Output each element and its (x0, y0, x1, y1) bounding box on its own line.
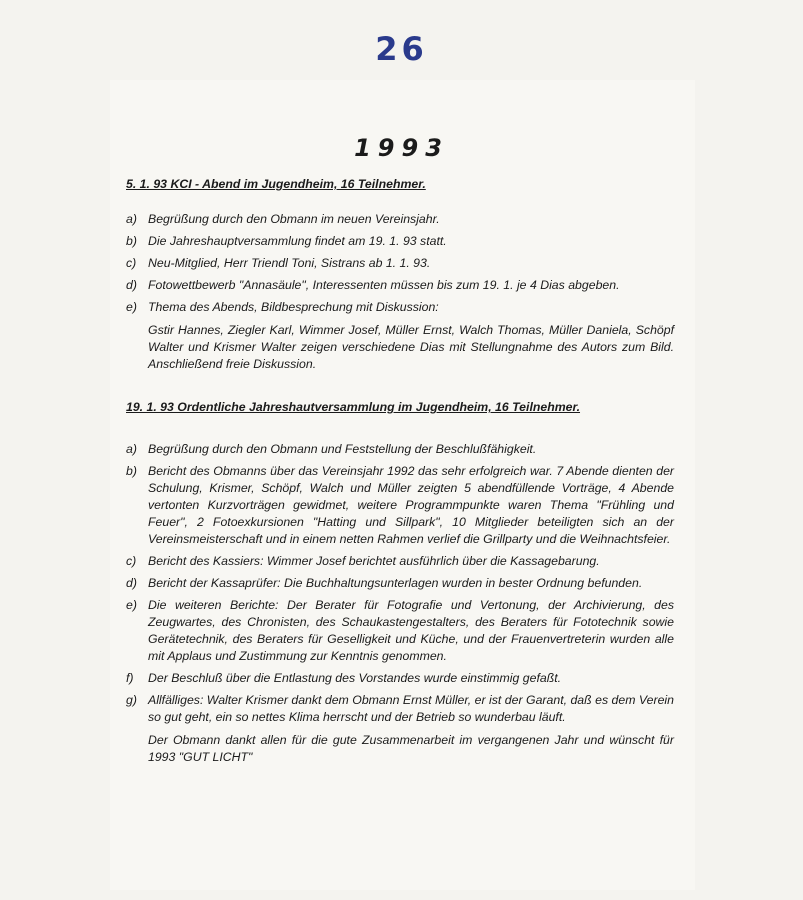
list-item (126, 463, 674, 548)
item-marker: g) (126, 693, 137, 707)
item-paragraph: Gstir Hannes, Ziegler Karl, Wimmer Josef, Müller Ernst, Walch Thomas, Müller Daniela, Schöpf Walter und Krismer Walter zeigen verschiedene Dias mit Stellungnahme des Autors zum Bild. Anschließend freie Diskussion. (148, 323, 674, 371)
section1-list (126, 211, 674, 373)
list-item (126, 211, 674, 228)
list-item (126, 255, 674, 272)
item-marker: f) (126, 671, 134, 685)
list-item (126, 597, 674, 665)
item-marker: b) (126, 234, 137, 248)
item-marker: d) (126, 576, 137, 590)
item-marker: a) (126, 442, 137, 456)
year-title: 1993 (354, 134, 449, 162)
section2-list (126, 441, 674, 766)
item-text: Bericht des Kassiers: Wimmer Josef berichtet ausführlich über die Kassagebarung. (148, 554, 600, 568)
item-marker: a) (126, 212, 137, 226)
list-item (126, 670, 674, 687)
list-item (126, 692, 674, 766)
item-text: Allfälliges: Walter Krismer dankt dem Obmann Ernst Müller, er ist der Garant, daß es dem Verein so gut geht, ein so nettes Klima herrscht und der Betrieb so wunderbau läuft. (148, 693, 674, 724)
section2-heading: 19. 1. 93 Ordentliche Jahreshautversammlung im Jugendheim, 16 Teilnehmer. (126, 400, 581, 414)
item-text: Der Beschluß über die Entlastung des Vorstandes wurde einstimmig gefaßt. (148, 671, 562, 685)
section1-heading: 5. 1. 93 KCI - Abend im Jugendheim, 16 Teilnehmer. (126, 177, 426, 191)
item-paragraph: Der Obmann dankt allen für die gute Zusammenarbeit im vergangenen Jahr und wünscht für 1993 "GUT LICHT" (148, 733, 674, 764)
item-text: Begrüßung durch den Obmann und Feststellung der Beschlußfähigkeit. (148, 442, 537, 456)
item-text: Fotowettbewerb "Annasäule", Interessenten müssen bis zum 19. 1. je 4 Dias abgeben. (148, 278, 620, 292)
list-item (126, 441, 674, 458)
list-item (126, 233, 674, 250)
item-marker: b) (126, 464, 137, 478)
item-text: Bericht des Obmanns über das Vereinsjahr 1992 das sehr erfolgreich war. 7 Abende dienten der Schulung, Krismer, Schöpf, Walch und Müller zeigten 5 abendfüllende Vorträge, 4 Abende vertonten Kurzvorträgen gewidmet, weitere Programmpunkte waren Thema "Frühling und Feuer", 2 Fotoexkursionen "Hatting und Sillpark", 10 Mitglieder beteiligten sich an der Vereinsmeisterschaft und in einem netten Rahmen verlief die Grillparty und die Weihnachtsfeier. (148, 464, 674, 546)
page-number: 26 (375, 30, 428, 68)
item-text: Thema des Abends, Bildbesprechung mit Diskussion: (148, 300, 439, 314)
item-text: Bericht der Kassaprüfer: Die Buchhaltungsunterlagen wurden in bester Ordnung befunden. (148, 576, 643, 590)
item-text: Die weiteren Berichte: Der Berater für Fotografie und Vertonung, der Archivierung, des Zeugwartes, des Chronisten, des Schaukastengestalters, des Beraters für Fototechnik sowie Gerätetechnik, des Beraters für Geselligkeit und Küche, und der Frauenvertreterin wurden alle mit Applaus und Zustimmung zur Kenntnis genommen. (148, 598, 674, 663)
list-item (126, 277, 674, 294)
item-text: Begrüßung durch den Obmann im neuen Vereinsjahr. (148, 212, 440, 226)
item-marker: d) (126, 278, 137, 292)
list-item (126, 553, 674, 570)
item-marker: c) (126, 256, 137, 270)
item-marker: e) (126, 598, 137, 612)
document-body (126, 176, 674, 771)
item-text: Neu-Mitglied, Herr Triendl Toni, Sistrans ab 1. 1. 93. (148, 256, 431, 270)
list-item (126, 575, 674, 592)
item-marker: c) (126, 554, 137, 568)
item-text: Die Jahreshauptversammlung findet am 19. 1. 93 statt. (148, 234, 447, 248)
item-marker: e) (126, 300, 137, 314)
list-item (126, 299, 674, 373)
